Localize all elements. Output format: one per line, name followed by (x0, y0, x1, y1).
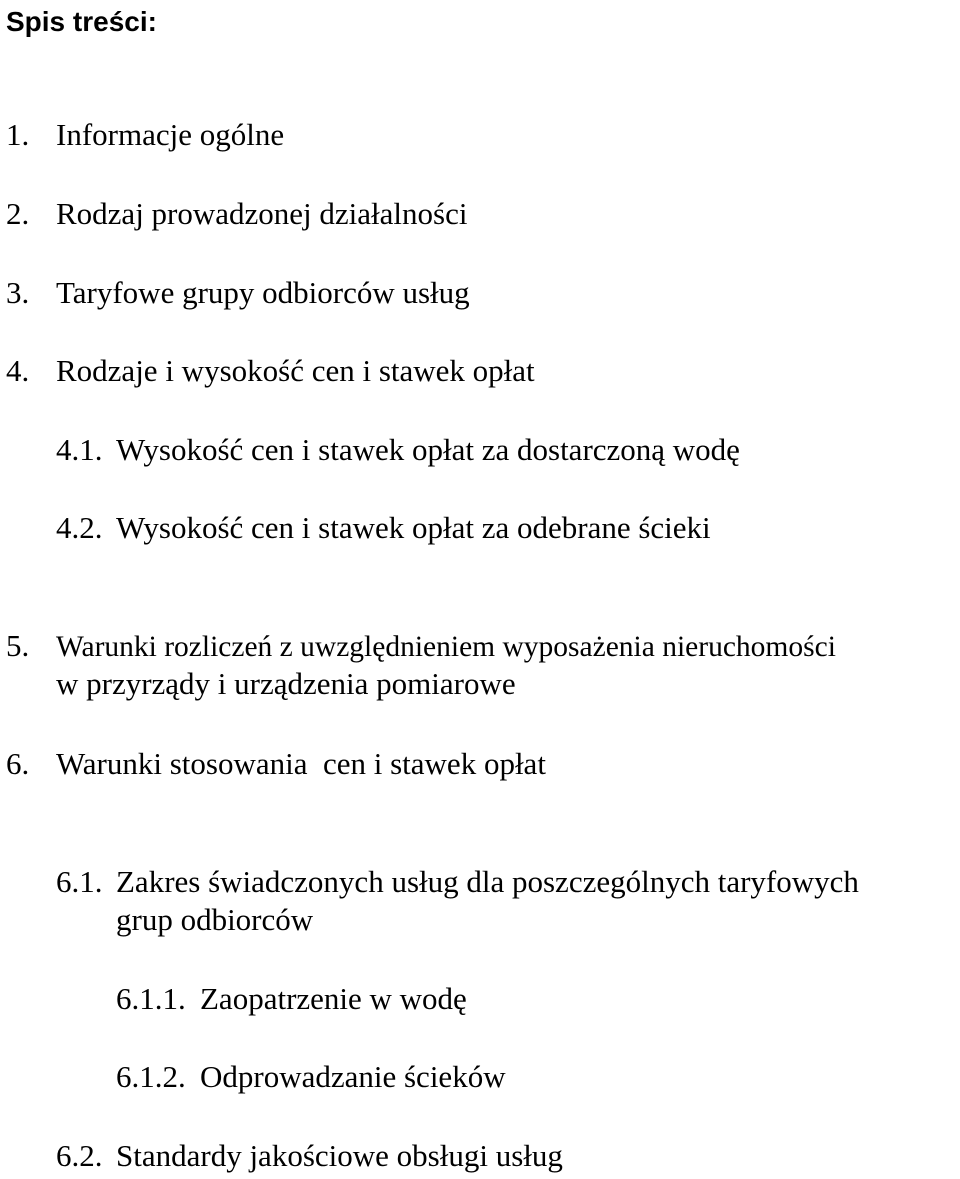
toc-entry-5-continuation (56, 665, 516, 703)
toc-entry-6 (6, 745, 546, 783)
toc-entry-number: 6.1.1. (116, 981, 186, 1016)
toc-title: Spis treści: (6, 6, 157, 37)
toc-entry-6-2 (56, 1137, 563, 1175)
toc-entry-4-2 (56, 509, 711, 547)
toc-entry-6-1-2 (116, 1058, 506, 1096)
toc-entry-2 (6, 195, 467, 233)
toc-entry-text: Warunki stosowania cen i stawek opłat (56, 746, 546, 781)
toc-entry-number: 2. (6, 196, 30, 231)
toc-entry-6-1-1 (116, 980, 467, 1018)
toc-entry-1 (6, 116, 284, 154)
toc-entry-5 (6, 627, 836, 666)
toc-entry-text-continuation: w przyrządy i urządzenia pomiarowe (56, 666, 516, 701)
toc-entry-number: 6.1.2. (116, 1059, 186, 1094)
toc-entry-number: 4.1. (56, 432, 103, 467)
toc-entry-text: Rodzaje i wysokość cen i stawek opłat (56, 353, 535, 388)
toc-entry-text-continuation: grup odbiorców (116, 902, 314, 937)
toc-entry-number: 1. (6, 117, 30, 152)
toc-entry-6-1-continuation (116, 901, 313, 939)
toc-entry-text: Rodzaj prowadzonej działalności (56, 196, 468, 231)
toc-entry-text: Odprowadzanie ścieków (200, 1059, 506, 1094)
toc-entry-text: Taryfowe grupy odbiorców usług (56, 275, 470, 310)
toc-entry-text: Wysokość cen i stawek opłat za odebrane ścieki (116, 510, 711, 545)
toc-entry-4-1 (56, 431, 740, 469)
toc-entry-text: Informacje ogólne (56, 117, 285, 152)
toc-entry-number: 4.2. (56, 510, 103, 545)
toc-entry-text: Zaopatrzenie w wodę (200, 981, 467, 1016)
toc-entry-6-1 (56, 863, 859, 901)
toc-entry-text: Wysokość cen i stawek opłat za dostarczoną wodę (116, 432, 740, 467)
toc-entry-number: 5. (6, 628, 30, 663)
toc-entry-4 (6, 352, 535, 390)
toc-entry-text: Zakres świadczonych usług dla poszczególnych taryfowych (116, 864, 859, 899)
toc-entry-3 (6, 274, 470, 312)
toc-entry-number: 6. (6, 746, 30, 781)
toc-entry-number: 4. (6, 353, 30, 388)
toc-entry-text: Standardy jakościowe obsługi usług (116, 1138, 563, 1173)
toc-entry-number: 6.1. (56, 864, 103, 899)
toc-entry-text: Warunki rozliczeń z uwzględnieniem wyposażenia nieruchomości (56, 631, 836, 663)
toc-entry-number: 6.2. (56, 1138, 103, 1173)
toc-entry-number: 3. (6, 275, 30, 310)
